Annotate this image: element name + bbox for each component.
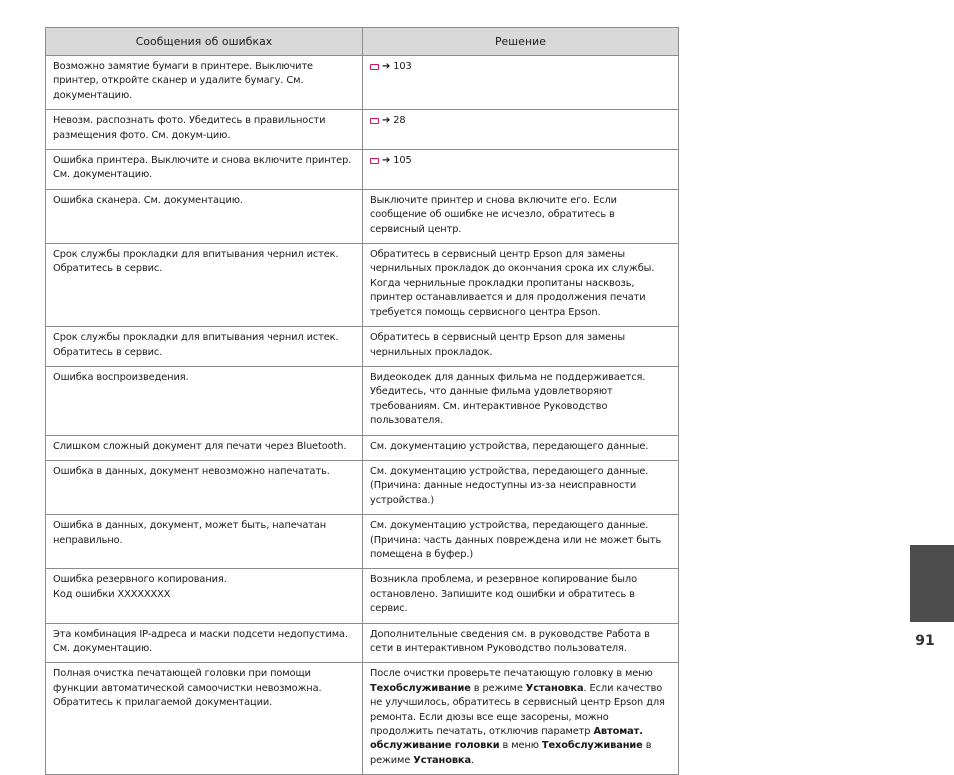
error-message-cell: [46, 515, 363, 569]
solution-cell: [363, 366, 679, 435]
table-row: [46, 623, 679, 663]
page-reference-number: 28: [393, 115, 406, 127]
error-message-cell: [46, 150, 363, 190]
solution-text: Дополнительные сведения см. в руководстве Работа в сети в интерактивном Руководство пользователя.: [370, 628, 650, 654]
page-reference-link[interactable]: [370, 154, 412, 168]
solution-text: См. документацию устройства, передающего данные. (Причина: часть данных повреждена или не может быть помещена в буфер.): [370, 520, 662, 560]
solution-cell: [363, 515, 679, 569]
solution-text-part: . Если качество не улучшилось, обратитесь в сервисный центр Epson для ремонта. Если дюзы все еще засорены, можно продолжить печатать, отключив параметр: [370, 682, 665, 738]
solution-cell: [363, 623, 679, 663]
solution-cell: [363, 150, 679, 190]
solution-cell: [363, 189, 679, 243]
solution-text: Выключите принтер и снова включите его. Если сообщение об ошибке не исчезло, обратитесь в сервисный центр.: [370, 194, 617, 235]
solution-text-part: в режиме: [370, 740, 652, 766]
error-message-cell: [46, 435, 363, 460]
chapter-side-tab: [910, 545, 954, 622]
table-header-row: [46, 28, 679, 56]
error-messages-table-container: [45, 27, 678, 775]
error-message-text: Ошибка резервного копирования.: [53, 574, 227, 586]
solution-text: [370, 667, 671, 768]
menu-term: Установка: [525, 682, 584, 694]
error-message-text: Срок службы прокладки для впитывания чернил истек. Обратитесь в сервис.: [53, 332, 339, 358]
table-row: [46, 366, 679, 435]
error-message-cell: [46, 110, 363, 150]
page-reference-number: 103: [393, 61, 412, 72]
error-message-text: Возможно замятие бумаги в принтере. Выключите принтер, откройте сканер и удалите бумагу. См. документацию.: [53, 61, 313, 101]
header-messages: Сообщения об ошибках: [46, 28, 363, 56]
error-message-cell: [46, 663, 363, 775]
menu-term: Установка: [413, 754, 471, 766]
solution-cell: [363, 56, 679, 110]
error-message-text: Полная очистка печатающей головки при помощи функции автоматической самоочистки невозможна. Обратитесь к прилагаемой документации.: [53, 668, 322, 709]
page-number: 91: [915, 633, 935, 649]
table-body: [46, 56, 679, 775]
error-message-text: Ошибка воспроизведения.: [53, 371, 189, 383]
header-solution: Решение: [363, 28, 679, 56]
arrow-right-icon: ➔: [382, 155, 391, 167]
solution-cell: [363, 460, 679, 514]
solution-cell: [363, 663, 679, 775]
error-message-cell: [46, 327, 363, 367]
table-row: [46, 150, 679, 190]
solution-cell: [363, 110, 679, 150]
error-message-cell: [46, 56, 363, 110]
menu-term: Техобслуживание: [370, 682, 471, 694]
book-icon: [370, 64, 379, 70]
table-row: [46, 515, 679, 569]
solution-text-part: в меню: [499, 740, 542, 752]
menu-term: Автомат. обслуживание головки: [370, 726, 643, 752]
error-message-text: Ошибка принтера. Выключите и снова включите принтер. См. документацию.: [53, 155, 352, 181]
table-row: [46, 56, 679, 110]
solution-cell: [363, 327, 679, 367]
page-reference-link[interactable]: [370, 60, 412, 74]
book-icon: [370, 158, 379, 164]
solution-text: Обратитесь в сервисный центр Epson для замены чернильных прокладок до окончания срока их службы. Когда чернильные прокладки пропитаны насквозь, принтер останавливается и для продолжения печати требуется помощь сервисного центра Epson.: [370, 249, 655, 318]
solution-text: См. документацию устройства, передающего данные. (Причина: данные недоступны из-за неисправности устройства.): [370, 465, 649, 506]
table-row: [46, 189, 679, 243]
error-message-text: Эта комбинация IP-адреса и маски подсети недопустима. См. документацию.: [53, 628, 348, 654]
solution-text: Обратитесь в сервисный центр Epson для замены чернильных прокладок.: [370, 332, 626, 358]
menu-term: Техобслуживание: [541, 740, 643, 752]
error-message-text: Код ошибки XXXXXXXX: [53, 588, 171, 600]
error-message-text: Невозм. распознать фото. Убедитесь в правильности размещения фото. См. докум-цию.: [53, 115, 326, 141]
solution-cell: [363, 435, 679, 460]
table-row: [46, 569, 679, 623]
error-message-cell: [46, 569, 363, 623]
error-message-cell: [46, 460, 363, 514]
error-message-text: Ошибка в данных, документ, может быть, напечатан неправильно.: [53, 520, 327, 546]
book-icon: [370, 118, 379, 124]
solution-text: Возникла проблема, и резервное копирование было остановлено. Запишите код ошибки и обратитесь в сервис.: [370, 574, 637, 615]
error-message-cell: [46, 623, 363, 663]
solution-text-part: После очистки проверьте печатающую головку в меню: [370, 668, 653, 680]
error-message-cell: [46, 366, 363, 435]
error-message-cell: [46, 189, 363, 243]
solution-cell: [363, 569, 679, 623]
error-message-text: Срок службы прокладки для впитывания чернил истек. Обратитесь в сервис.: [53, 249, 339, 275]
error-messages-table: [45, 27, 679, 775]
arrow-right-icon: ➔: [382, 61, 391, 73]
solution-text-part: .: [471, 754, 475, 766]
solution-text: Видеокодек для данных фильма не поддерживается. Убедитесь, что данные фильма удовлетворяют требованиям. См. интерактивное Руководство пользователя.: [370, 371, 646, 427]
arrow-right-icon: ➔: [382, 115, 391, 127]
solution-text: См. документацию устройства, передающего данные.: [370, 440, 649, 452]
error-message-text: Ошибка в данных, документ невозможно напечатать.: [53, 465, 330, 477]
page-reference-link[interactable]: [370, 114, 406, 128]
table-row: [46, 663, 679, 775]
table-row: [46, 110, 679, 150]
error-message-text: Ошибка сканера. См. документацию.: [53, 194, 243, 206]
page-reference-number: 105: [393, 155, 412, 167]
solution-cell: [363, 244, 679, 327]
error-message-cell: [46, 244, 363, 327]
table-row: [46, 460, 679, 514]
table-row: [46, 435, 679, 460]
table-row: [46, 327, 679, 367]
error-message-text: Слишком сложный документ для печати через Bluetooth.: [53, 440, 347, 452]
table-row: [46, 244, 679, 327]
solution-text-part: в режиме: [470, 682, 526, 694]
